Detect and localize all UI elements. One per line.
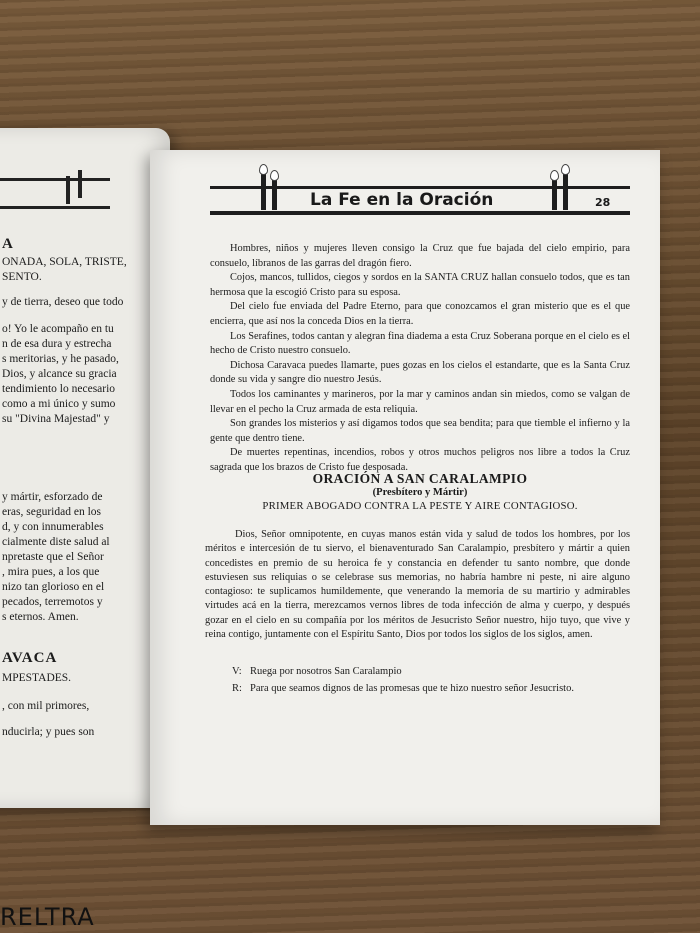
left-line: cialmente diste salud al — [2, 536, 110, 548]
candle-icon — [563, 174, 568, 210]
watermark: RELTRA — [0, 903, 95, 931]
section-subtitle: (Presbítero y Mártir) — [372, 487, 468, 498]
left-section-heading: AVACA — [2, 650, 58, 666]
response-line — [232, 683, 574, 694]
response-text: Para que seamos dignos de las promesas que te hizo nuestro señor Jesucristo. — [250, 683, 574, 694]
flame-icon — [550, 170, 559, 181]
page-number: 28 — [595, 196, 611, 209]
versicle-line — [232, 666, 402, 677]
candle-icon — [78, 170, 82, 198]
response-label: R: — [232, 683, 242, 694]
left-line: , con mil primores, — [2, 700, 90, 712]
versicle-text: Ruega por nosotros San Caralampio — [250, 666, 402, 677]
left-line: npretaste que el Señor — [2, 551, 104, 563]
candle-icon — [66, 176, 70, 204]
section-subtitle-2: PRIMER ABOGADO CONTRA LA PESTE Y AIRE CONTAGIOSO. — [262, 500, 578, 512]
left-line: como a mi único y sumo — [2, 398, 116, 410]
left-line: n de esa dura y estrecha — [2, 338, 112, 350]
left-line: , mira pues, a los que — [2, 566, 100, 578]
paragraph: Son grandes los misterios y así digamos todos que sea bendita; para que tiemble el infierno y la gente que dentro tiene. — [210, 418, 630, 444]
candle-icon — [272, 180, 277, 210]
paragraph: Los Serafines, todos cantan y alegran fina diadema a esta Cruz Soberana porque en el cielo es el hecho de Cristo nuestro consuelo. — [210, 330, 630, 357]
left-line: y de tierra, deseo que todo — [2, 296, 124, 308]
left-line: d, y con innumerables — [2, 521, 104, 533]
left-header-rule-bottom — [0, 206, 110, 209]
left-line: pecados, terremotos y — [2, 596, 103, 608]
candle-icon — [261, 174, 266, 210]
paragraph: Dichosa Caravaca puedes llamarte, pues gozas en los cielos el estandarte, que es la Santa Cruz donde su vida y sangre dio nuestro Jesús. — [210, 359, 630, 386]
candle-icon — [552, 180, 557, 210]
section-title: ORACIÓN A SAN CARALAMPIO — [312, 471, 528, 486]
flame-icon — [270, 170, 279, 181]
header-rule-bottom — [210, 211, 630, 215]
left-page — [0, 128, 170, 808]
flame-icon — [561, 164, 570, 175]
flame-icon — [259, 164, 268, 175]
versicle-label: V: — [232, 666, 242, 677]
left-line: o! Yo le acompaño en tu — [2, 323, 114, 335]
left-heading: A — [2, 236, 14, 252]
left-line: Dios, y alcance su gracia — [2, 368, 117, 380]
page-title: La Fe en la Oración — [310, 190, 494, 210]
verses-body — [210, 242, 630, 476]
paragraph: Hombres, niños y mujeres lleven consigo la Cruz que fue bajada del cielo empirio, para consuelo, líbranos de las garras del dragón fiero. — [210, 243, 630, 269]
left-line: ONADA, SOLA, TRISTE, — [2, 256, 127, 268]
left-line: y mártir, esforzado de — [2, 491, 103, 503]
left-line: tendimiento lo necesario — [2, 383, 116, 395]
left-header-rule-top — [0, 178, 110, 181]
left-line: nducirla; y pues son — [2, 726, 95, 738]
left-line: MPESTADES. — [2, 672, 72, 684]
prayer-body — [205, 528, 630, 642]
left-line: su "Divina Majestad" y — [2, 413, 110, 425]
left-line: nizo tan glorioso en el — [2, 581, 105, 593]
right-page — [150, 150, 660, 825]
left-line: s eternos. Amen. — [2, 611, 79, 623]
left-line: s meritorias, y he pasado, — [2, 353, 119, 365]
left-line: eras, seguridad en los — [2, 506, 101, 518]
paragraph: Todos los caminantes y marineros, por la mar y caminos andan sin miedos, como se valgan de llevar en el pecho la Cruz armada de esta reliquia. — [210, 388, 630, 415]
prayer-paragraph: Dios, Señor omnipotente, en cuyas manos están vida y salud de todos los hombres, por los méritos e intercesión de tu siervo, el bienaventurado San Caralampio, presbítero y mártir a quien concedistes en premio de su heroica fe y constancia en defender tu santo nombre, que donde estuviesen sus reliquias o se celebrase sus memorias, no habría hambre ni peste, ni aire alguno contagioso: te suplicamos humildemente, que venerando la memoria de su martirio y admirables virtudes acá en la tierra, merezcamos vernos libres de toda infección de alma y cuerpo, y después gozar en el cielo en su compañía por los méritos de Jesucristo Señor nuestro, hijo tuyo, que vive y reina contigo, juntamente con el Espíritu Santo, Dios por todos los siglos de los siglos, amen. — [205, 529, 630, 641]
paragraph: De muertes repentinas, incendios, robos y otros muchos peligros nos libre a todos la Cruz sagrada que los brazos de Cristo fue desposada. — [210, 447, 630, 473]
paragraph: Del cielo fue enviada del Padre Eterno, para que conozcamos el gran misterio que es el que encierra, que así nos la conceda Dios en la tierra. — [210, 301, 630, 327]
paragraph: Cojos, mancos, tullidos, ciegos y sordos en la SANTA CRUZ hallan consuelo todos, que es tan hermosa que la escogió Cristo para su esposa. — [210, 272, 630, 298]
left-line: SENTO. — [2, 271, 42, 283]
